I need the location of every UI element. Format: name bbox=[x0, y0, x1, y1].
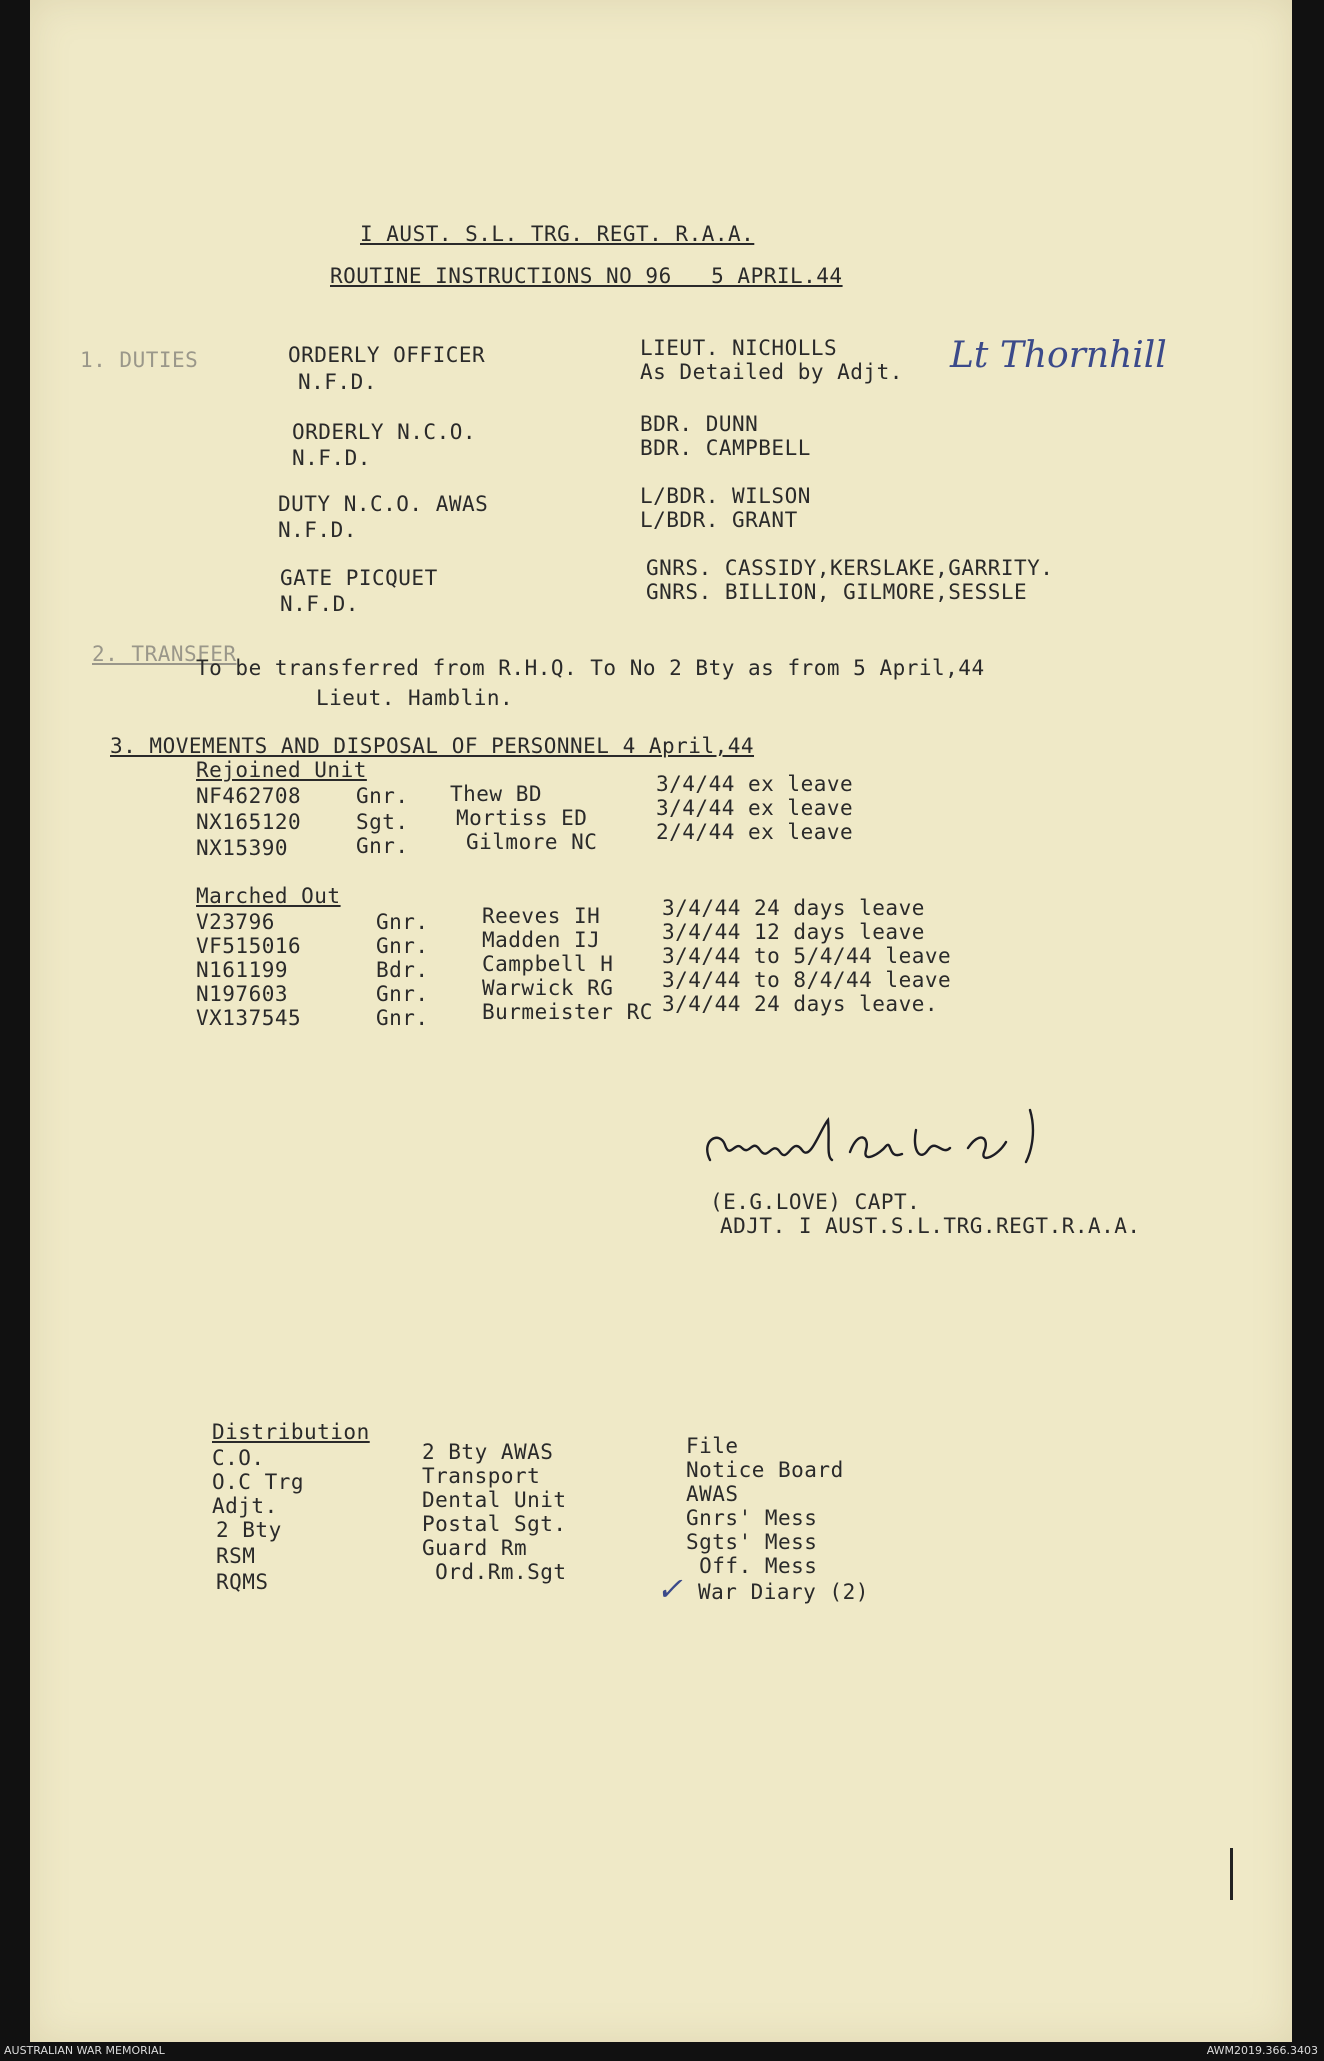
distribution-item: O.C Trg bbox=[212, 1470, 305, 1494]
duty-role: ORDERLY OFFICER bbox=[288, 343, 486, 367]
duty-name: BDR. DUNN bbox=[640, 412, 759, 436]
service-number: NX15390 bbox=[196, 836, 289, 860]
document-title: ROUTINE INSTRUCTIONS NO 96 5 APRIL.44 bbox=[330, 264, 843, 288]
transfer-line: Lieut. Hamblin. bbox=[316, 686, 514, 710]
duty-nfd: N.F.D. bbox=[292, 446, 371, 470]
duty-name: LIEUT. NICHOLLS bbox=[640, 336, 838, 360]
person-name: Thew BD bbox=[450, 782, 543, 806]
rank: Gnr. bbox=[376, 982, 429, 1006]
rank: Sgt. bbox=[356, 810, 409, 834]
distribution-item: 2 Bty bbox=[216, 1518, 282, 1542]
distribution-heading: Distribution bbox=[212, 1420, 370, 1444]
signatory-title: ADJT. I AUST.S.L.TRG.REGT.R.A.A. bbox=[720, 1214, 1141, 1238]
movement-detail: 3/4/44 24 days leave bbox=[662, 896, 925, 920]
archive-reference: AWM2019.366.3403 bbox=[1206, 2044, 1318, 2057]
transfer-section-label: 2. TRANSFER bbox=[92, 642, 237, 666]
duty-nfd: N.F.D. bbox=[278, 518, 357, 542]
distribution-item: War Diary (2) bbox=[698, 1580, 869, 1604]
service-number: VF515016 bbox=[196, 934, 302, 958]
checkmark-icon: ✓ bbox=[656, 1570, 683, 1608]
distribution-item: Guard Rm bbox=[422, 1536, 528, 1560]
rank: Gnr. bbox=[376, 1006, 429, 1030]
duty-nfd: N.F.D. bbox=[280, 592, 359, 616]
duty-name: As Detailed by Adjt. bbox=[640, 360, 903, 384]
person-name: Campbell H bbox=[482, 952, 614, 976]
distribution-item: Notice Board bbox=[686, 1458, 844, 1482]
person-name: Burmeister RC bbox=[482, 1000, 653, 1024]
distribution-item: Off. Mess bbox=[686, 1554, 818, 1578]
duty-name: GNRS. BILLION, GILMORE,SESSLE bbox=[646, 580, 1028, 604]
person-name: Mortiss ED bbox=[456, 806, 588, 830]
service-number: VX137545 bbox=[196, 1006, 302, 1030]
duty-role: DUTY N.C.O. AWAS bbox=[278, 492, 489, 516]
service-number: NF462708 bbox=[196, 784, 302, 808]
duty-name: L/BDR. GRANT bbox=[640, 508, 798, 532]
movement-detail: 3/4/44 to 8/4/44 leave bbox=[662, 968, 952, 992]
distribution-item: Gnrs' Mess bbox=[686, 1506, 818, 1530]
service-number: NX165120 bbox=[196, 810, 302, 834]
duty-role: ORDERLY N.C.O. bbox=[292, 420, 477, 444]
movement-detail: 3/4/44 24 days leave. bbox=[662, 992, 939, 1016]
distribution-item: File bbox=[686, 1434, 739, 1458]
signatory-name: (E.G.LOVE) CAPT. bbox=[710, 1190, 921, 1214]
distribution-item: Transport bbox=[422, 1464, 541, 1488]
movement-detail: 3/4/44 ex leave bbox=[656, 796, 854, 820]
service-number: N197603 bbox=[196, 982, 289, 1006]
distribution-item: RQMS bbox=[216, 1570, 269, 1594]
rank: Gnr. bbox=[356, 784, 409, 808]
page-edge-mark bbox=[1230, 1848, 1233, 1900]
movements-section-label: 3. MOVEMENTS AND DISPOSAL OF PERSONNEL 4 April,44 bbox=[110, 734, 755, 758]
rank: Gnr. bbox=[356, 834, 409, 858]
distribution-item: Sgts' Mess bbox=[686, 1530, 818, 1554]
person-name: Reeves IH bbox=[482, 904, 601, 928]
distribution-item: Adjt. bbox=[212, 1494, 278, 1518]
person-name: Madden IJ bbox=[482, 928, 601, 952]
handwritten-annotation: Lt Thornhill bbox=[950, 335, 1167, 376]
duty-role: GATE PICQUET bbox=[280, 566, 438, 590]
document-page bbox=[30, 0, 1292, 2042]
distribution-item: Postal Sgt. bbox=[422, 1512, 567, 1536]
movement-detail: 3/4/44 12 days leave bbox=[662, 920, 925, 944]
rejoined-subheading: Rejoined Unit bbox=[196, 758, 367, 782]
rank: Gnr. bbox=[376, 910, 429, 934]
distribution-item: Dental Unit bbox=[422, 1488, 567, 1512]
marched-out-subheading: Marched Out bbox=[196, 884, 341, 908]
transfer-line: To be transferred from R.H.Q. To No 2 Bty as from 5 April,44 bbox=[196, 656, 985, 680]
movement-detail: 3/4/44 ex leave bbox=[656, 772, 854, 796]
duty-name: GNRS. CASSIDY,KERSLAKE,GARRITY. bbox=[646, 556, 1054, 580]
distribution-item: C.O. bbox=[212, 1446, 265, 1470]
unit-heading: I AUST. S.L. TRG. REGT. R.A.A. bbox=[360, 222, 755, 246]
distribution-item: Ord.Rm.Sgt bbox=[422, 1560, 567, 1584]
duties-section-label: 1. DUTIES bbox=[80, 348, 199, 372]
duty-nfd: N.F.D. bbox=[298, 370, 377, 394]
rank: Gnr. bbox=[376, 934, 429, 958]
person-name: Gilmore NC bbox=[466, 830, 598, 854]
movement-detail: 3/4/44 to 5/4/44 leave bbox=[662, 944, 952, 968]
service-number: N161199 bbox=[196, 958, 289, 982]
movement-detail: 2/4/44 ex leave bbox=[656, 820, 854, 844]
person-name: Warwick RG bbox=[482, 976, 614, 1000]
distribution-item: RSM bbox=[216, 1544, 256, 1568]
rank: Bdr. bbox=[376, 958, 429, 982]
distribution-item: 2 Bty AWAS bbox=[422, 1440, 554, 1464]
distribution-item: AWAS bbox=[686, 1482, 739, 1506]
handwritten-signature bbox=[680, 1090, 1100, 1190]
archive-credit: AUSTRALIAN WAR MEMORIAL bbox=[4, 2044, 165, 2057]
duty-name: L/BDR. WILSON bbox=[640, 484, 811, 508]
service-number: V23796 bbox=[196, 910, 275, 934]
duty-name: BDR. CAMPBELL bbox=[640, 436, 811, 460]
